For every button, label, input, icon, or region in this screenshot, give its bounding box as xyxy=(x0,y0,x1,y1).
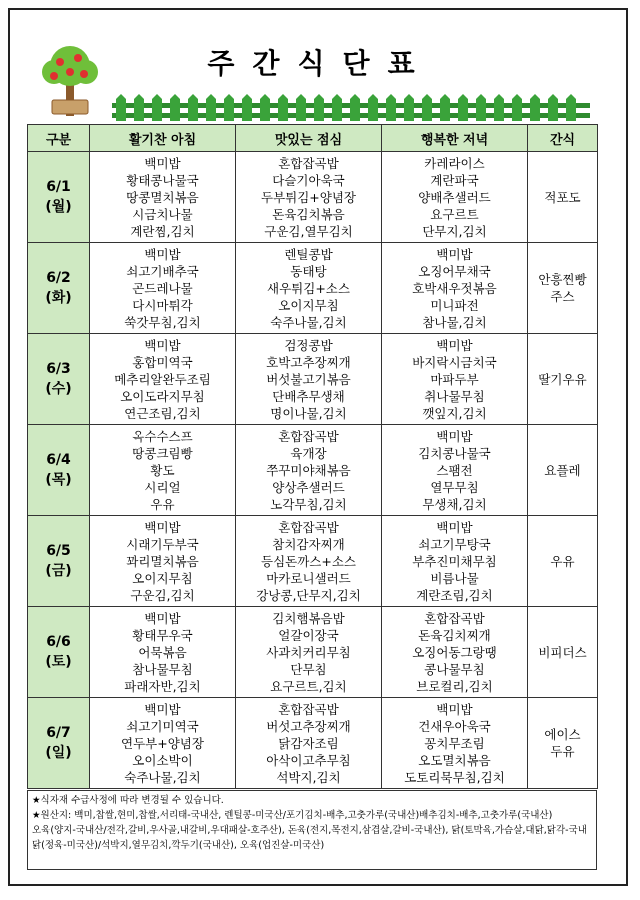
day-of-week: (일) xyxy=(45,745,72,761)
lunch-cell xyxy=(236,152,382,243)
menu-item: 양배추샐러드 xyxy=(418,189,491,205)
menu-item: 쇠고기미역국 xyxy=(126,718,199,734)
menu-item: 땅콩크림빵 xyxy=(132,445,193,461)
menu-item: 우유 xyxy=(550,553,575,569)
table-row xyxy=(28,243,598,334)
dinner-cell xyxy=(382,425,528,516)
menu-item: 버섯고추장찌개 xyxy=(266,718,351,734)
snack-cell xyxy=(528,607,598,698)
breakfast-cell xyxy=(90,334,236,425)
menu-item: 명이나물,김치 xyxy=(270,405,347,421)
note-change-notice: ★식자재 수급사정에 따라 변경될 수 있습니다. xyxy=(32,795,224,806)
breakfast-cell xyxy=(90,516,236,607)
menu-item: 연두부+양념장 xyxy=(121,735,204,751)
menu-item: 단무지,김치 xyxy=(422,223,487,239)
day-cell xyxy=(28,698,90,789)
header-snack: 간식 xyxy=(528,125,598,152)
header-dinner: 행복한 저녁 xyxy=(382,125,528,152)
menu-item: 주스 xyxy=(550,289,575,304)
breakfast-cell xyxy=(90,425,236,516)
menu-item: 백미밥 xyxy=(144,337,181,353)
menu-item: 마카로니샐러드 xyxy=(266,570,351,586)
menu-item: 다슬기아욱국 xyxy=(272,172,345,188)
menu-item: 열무무침 xyxy=(430,479,479,495)
dinner-cell xyxy=(382,516,528,607)
menu-item: 계란조림,김치 xyxy=(416,587,493,603)
menu-item: 스팸전 xyxy=(436,462,473,478)
menu-item: 백미밥 xyxy=(436,519,473,535)
menu-item: 백미밥 xyxy=(144,155,181,171)
menu-item: 쑥갓무침,김치 xyxy=(124,314,201,330)
menu-item: 요구르트 xyxy=(430,206,479,222)
menu-item: 무생채,김치 xyxy=(422,496,487,512)
menu-item: 우유 xyxy=(150,496,175,512)
dinner-cell xyxy=(382,607,528,698)
menu-item: 꽈리멸치볶음 xyxy=(126,553,199,569)
menu-item: 백미밥 xyxy=(436,246,473,262)
menu-item: 시금치나물 xyxy=(132,206,193,222)
breakfast-cell xyxy=(90,152,236,243)
menu-item: 렌틸콩밥 xyxy=(284,246,333,262)
menu-item: 돈육김치찌개 xyxy=(418,627,491,643)
menu-item: 마파두부 xyxy=(430,371,479,387)
table-row xyxy=(28,607,598,698)
menu-item: 닭감자조림 xyxy=(278,735,339,751)
lunch-cell xyxy=(236,334,382,425)
menu-item: 어묵볶음 xyxy=(138,644,187,660)
day-date: 6/4 xyxy=(46,452,71,468)
menu-item: 호박고추장찌개 xyxy=(266,354,351,370)
day-of-week: (금) xyxy=(45,563,72,579)
menu-item: 쭈꾸미야채볶음 xyxy=(266,462,351,478)
menu-item: 두부튀김+양념장 xyxy=(261,189,356,205)
breakfast-cell xyxy=(90,607,236,698)
menu-item: 안흥찐빵 xyxy=(538,272,587,287)
note-origin-line: 오육(양지-국내산/전각,갈비,우사골,내갈비,우대패살-호주산), 돈육(전지,목전지,삼겹살,갈비-국내산), 닭(토막육,가슴살,대닭,닭각-국내 xyxy=(32,825,587,836)
menu-item: 깻잎지,김치 xyxy=(422,405,487,421)
menu-item: 계란파국 xyxy=(430,172,479,188)
day-of-week: (수) xyxy=(45,381,72,397)
snack-cell xyxy=(528,243,598,334)
menu-item: 두유 xyxy=(550,744,575,759)
menu-item: 황태무우국 xyxy=(132,627,193,643)
note-origin-line: ★원산지: 백미,찹쌀,현미,찹쌀,서리태-국내산, 렌틸콩-미국산/포기김치-배추,고춧가루(국내산)배추김치-배추,고춧가루(국내산) xyxy=(32,810,553,821)
lunch-cell xyxy=(236,698,382,789)
menu-item: 백미밥 xyxy=(144,519,181,535)
menu-item: 석박지,김치 xyxy=(276,769,341,785)
menu-item: 백미밥 xyxy=(144,610,181,626)
day-cell xyxy=(28,152,90,243)
table-row xyxy=(28,516,598,607)
menu-item: 사과치커리무침 xyxy=(266,644,351,660)
menu-item: 단무침 xyxy=(290,661,327,677)
menu-item: 시리얼 xyxy=(144,479,181,495)
lunch-cell xyxy=(236,425,382,516)
menu-item: 콩나물무침 xyxy=(424,661,485,677)
menu-item: 김치햄볶음밥 xyxy=(272,610,345,626)
header-lunch: 맛있는 점심 xyxy=(236,125,382,152)
menu-item: 바지락시금치국 xyxy=(412,354,497,370)
lunch-cell xyxy=(236,607,382,698)
menu-item: 시래기두부국 xyxy=(126,536,199,552)
notes-box xyxy=(27,790,597,870)
menu-item: 참나물,김치 xyxy=(422,314,487,330)
header-category: 구분 xyxy=(28,125,90,152)
menu-item: 오이지무침 xyxy=(132,570,193,586)
menu-item: 참치감자찌개 xyxy=(272,536,345,552)
menu-item: 오징어무채국 xyxy=(418,263,491,279)
menu-item: 곤드레나물 xyxy=(132,280,193,296)
menu-item: 파래자반,김치 xyxy=(124,678,201,694)
page-title: 주간식단표 xyxy=(207,47,433,80)
menu-item: 적포도 xyxy=(544,189,581,205)
header-row xyxy=(28,125,598,152)
menu-item: 건새우아욱국 xyxy=(418,718,491,734)
day-cell xyxy=(28,425,90,516)
menu-item: 오이소박이 xyxy=(132,752,193,768)
menu-item: 혼합잡곡밥 xyxy=(278,428,339,444)
dinner-cell xyxy=(382,152,528,243)
menu-item: 혼합잡곡밥 xyxy=(278,155,339,171)
menu-item: 백미밥 xyxy=(436,701,473,717)
menu-item: 참나물무침 xyxy=(132,661,193,677)
menu-item: 단배추무생채 xyxy=(272,388,345,404)
snack-cell xyxy=(528,698,598,789)
day-cell xyxy=(28,334,90,425)
dinner-cell xyxy=(382,334,528,425)
breakfast-cell xyxy=(90,243,236,334)
menu-item: 아삭이고추무침 xyxy=(266,752,351,768)
day-of-week: (화) xyxy=(45,290,72,306)
menu-item: 꽁치무조림 xyxy=(424,735,485,751)
snack-cell xyxy=(528,152,598,243)
day-date: 6/1 xyxy=(46,179,71,195)
menu-item: 황태콩나물국 xyxy=(126,172,199,188)
menu-item: 혼합잡곡밥 xyxy=(424,610,485,626)
menu-item: 비름나물 xyxy=(430,570,479,586)
breakfast-cell xyxy=(90,698,236,789)
menu-item: 백미밥 xyxy=(436,337,473,353)
menu-item: 카레라이스 xyxy=(424,155,485,171)
menu-item: 에이스 xyxy=(544,727,581,742)
menu-body xyxy=(28,152,598,789)
table-row xyxy=(28,152,598,243)
menu-item: 버섯불고기볶음 xyxy=(266,371,351,387)
dinner-cell xyxy=(382,698,528,789)
menu-item: 부추진미채무침 xyxy=(412,553,497,569)
menu-item: 오징어동그랑땡 xyxy=(412,644,497,660)
header-breakfast: 활기찬 아침 xyxy=(90,125,236,152)
menu-item: 딸기우유 xyxy=(538,371,587,387)
day-date: 6/2 xyxy=(46,270,71,286)
menu-item: 노각무침,김치 xyxy=(270,496,347,512)
menu-item: 등심돈까스+소스 xyxy=(261,553,356,569)
menu-item: 호박새우젓볶음 xyxy=(412,280,497,296)
menu-item: 미니파전 xyxy=(430,297,479,313)
menu-item: 백미밥 xyxy=(436,428,473,444)
lunch-cell xyxy=(236,516,382,607)
menu-item: 계란찜,김치 xyxy=(130,223,195,239)
table-row xyxy=(28,425,598,516)
menu-item: 동태탕 xyxy=(290,263,327,279)
menu-item: 땅콩멸치볶음 xyxy=(126,189,199,205)
menu-item: 돈육김치볶음 xyxy=(272,206,345,222)
menu-item: 백미밥 xyxy=(144,701,181,717)
menu-item: 황도 xyxy=(150,462,175,478)
menu-item: 강낭콩,단무지,김치 xyxy=(256,587,361,603)
snack-cell xyxy=(528,516,598,607)
dinner-cell xyxy=(382,243,528,334)
day-of-week: (월) xyxy=(45,199,72,215)
day-date: 6/6 xyxy=(46,634,71,650)
menu-item: 육개장 xyxy=(290,445,327,461)
menu-item: 오이도라지무침 xyxy=(120,388,205,404)
menu-item: 쇠고기무탕국 xyxy=(418,536,491,552)
menu-item: 요구르트,김치 xyxy=(270,678,347,694)
table-row xyxy=(28,334,598,425)
menu-item: 김치콩나물국 xyxy=(418,445,491,461)
day-of-week: (목) xyxy=(45,472,72,488)
menu-item: 취나물무침 xyxy=(424,388,485,404)
fence-icon xyxy=(112,93,590,121)
lunch-cell xyxy=(236,243,382,334)
menu-item: 요플레 xyxy=(544,462,581,478)
menu-item: 옥수수스프 xyxy=(132,428,193,444)
menu-item: 메추리알완두조림 xyxy=(114,371,211,387)
menu-item: 검정콩밥 xyxy=(284,337,333,353)
menu-item: 도토리묵무침,김치 xyxy=(404,769,505,785)
menu-item: 얼갈이장국 xyxy=(278,627,339,643)
day-date: 6/3 xyxy=(46,361,71,377)
menu-item: 숙주나물,김치 xyxy=(270,314,347,330)
menu-item: 새우튀김+소스 xyxy=(267,280,350,296)
menu-item: 혼합잡곡밥 xyxy=(278,701,339,717)
day-date: 6/5 xyxy=(46,543,71,559)
day-cell xyxy=(28,516,90,607)
snack-cell xyxy=(528,334,598,425)
menu-item: 숙주나물,김치 xyxy=(124,769,201,785)
menu-item: 브로컬리,김치 xyxy=(416,678,493,694)
menu-item: 쇠고기배추국 xyxy=(126,263,199,279)
menu-item: 오이지무침 xyxy=(278,297,339,313)
menu-item: 오도멸치볶음 xyxy=(418,752,491,768)
menu-item: 구운김,열무김치 xyxy=(264,223,353,239)
menu-item: 구운김,김치 xyxy=(130,587,195,603)
menu-item: 혼합잡곡밥 xyxy=(278,519,339,535)
weekly-menu-table xyxy=(27,124,598,789)
day-of-week: (토) xyxy=(45,654,72,670)
snack-cell xyxy=(528,425,598,516)
note-origin-line: 닭(정육-미국산)/석박지,열무김치,깍두기(국내산), 오육(업진살-미국산) xyxy=(32,840,325,851)
menu-item: 양상추샐러드 xyxy=(272,479,345,495)
menu-item: 다시마튀각 xyxy=(132,297,193,313)
menu-item: 연근조림,김치 xyxy=(124,405,201,421)
menu-item: 홍합미역국 xyxy=(132,354,193,370)
day-cell xyxy=(28,243,90,334)
day-date: 6/7 xyxy=(46,725,71,741)
day-cell xyxy=(28,607,90,698)
menu-item: 비피더스 xyxy=(538,644,587,660)
table-row xyxy=(28,698,598,789)
menu-item: 백미밥 xyxy=(144,246,181,262)
